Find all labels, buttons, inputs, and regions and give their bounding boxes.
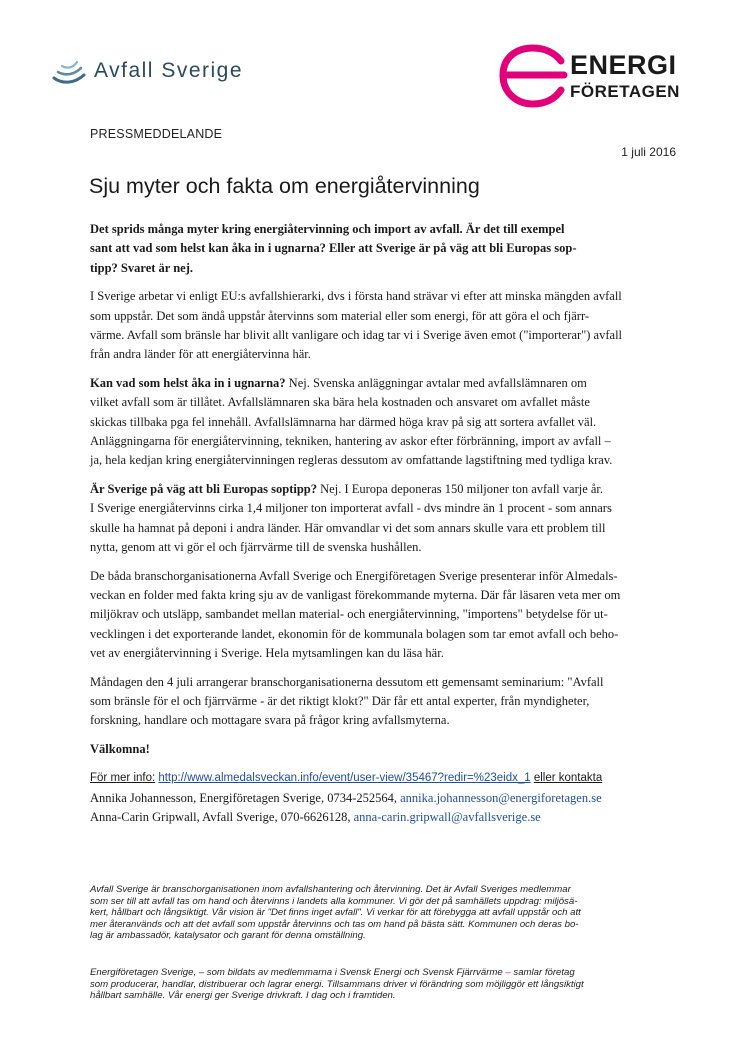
myth-question-2: Är Sverige på väg att bli Europas soptipp?: [90, 481, 318, 496]
email-link-2[interactable]: anna-carin.gripwall@avfallsverige.se: [353, 809, 541, 824]
avfall-sverige-logo-text: Avfall Sverige: [94, 59, 244, 82]
contact-person-1: Annika Johannesson, Energiföretagen Sverige, 0734-252564,: [90, 790, 397, 805]
paragraph-3: Är Sverige på väg att bli Europas soptipp? Nej. I Europa deponeras 150 miljoner ton avfall varje år. I Sverige energiåtervinns cirka 1,4 miljoner ton importerat avfall - dvs mindre än 1 procent - som annars skulle ha hamnat på deponi i andra länder. Här omvandlar vi det som annars skulle vara ett problem till nytta, genom att vi gör el och fjärrvärme till de svenska hushållen.: [90, 481, 612, 555]
waves-icon: [52, 58, 86, 84]
document-date: 1 juli 2016: [621, 145, 676, 159]
contact-intro: För mer info:: [90, 772, 156, 785]
page-title: Sju myter och fakta om energiåtervinning: [89, 174, 480, 198]
logo-line-1: ENERGI: [570, 50, 677, 80]
welcome-text: Välkomna!: [90, 741, 150, 756]
footer-energiforetagen: Energiföretagen Sverige, – som bildats av medlemmarna i Svensk Energi och Svensk Fjärrvärme – samlar företag som producerar, handlar, distribuerar och lagrar energi. Tillsammans driver vi förändring som möjliggör ett långsiktigt hållbart samhälle. Vår energi ger Sverige drivkraft. I dag och i framtiden.: [90, 967, 584, 1002]
contact-block: För mer info: http://www.almedalsveckan.info/event/user-view/35467?redir=%23eidx_1 eller kontakta Annika Johannesson, Energiföretagen Sverige, 0734-252564, annika.johannesson@energiforetagen.se Anna-Carin Gripwall, Avfall Sverige, 070-6626128, anna-carin.gripwall@avfallsverige.se: [90, 772, 603, 824]
avfall-sverige-logo: [52, 58, 243, 84]
paragraph-4: De båda branschorganisationerna Avfall Sverige och Energiföretagen Sverige presenterar inför Almedals- veckan en folder med fakta kring sju av de vanligast förekommande myterna. Där får läsaren veta mer om miljökrav och utsläpp, sambandet mellan material- och energiåtervinning, "importens" betydelse för ut- vecklingen i det exporterande landet, ekonomin för de kommunala bolagen som tar emot avfall och beho- vet av energiåtervinning i Sverige. Hela mytsamlingen kan du läsa här.: [90, 568, 621, 661]
myth-question-1: Kan vad som helst åka in i ugnarna?: [90, 375, 286, 390]
email-link-1[interactable]: annika.johannesson@energiforetagen.se: [400, 790, 602, 805]
energiforetagen-logo-text: [570, 52, 680, 100]
document-label: PRESSMEDDELANDE: [90, 127, 223, 141]
paragraph-5: Måndagen den 4 juli arrangerar branschorganisationerna dessutom ett gemensamt seminarium: "Avfall som bränsle för el och fjärrvärme - är det riktigt klokt?" Där får ett antal experter, från myndigheter, forskning, handlare och mottagare svara på frågor kring avfallsmyterna.: [90, 674, 604, 728]
lead-paragraph: Det sprids många myter kring energiåtervinning och import av avfall. Är det till exempel sant att vad som helst kan åka in i ugnarna? Eller att Sverige är på väg att bli Europas sop- tipp? Svaret är nej.: [90, 222, 577, 275]
event-link[interactable]: http://www.almedalsveckan.info/event/user-view/35467?redir=%23eidx_1: [158, 772, 531, 785]
article-body: [90, 220, 658, 836]
contact-person-2: Anna-Carin Gripwall, Avfall Sverige, 070-6626128,: [90, 809, 351, 824]
energiforetagen-e-icon: [495, 44, 569, 108]
logo-line-2: FÖRETAGEN: [570, 82, 680, 101]
footer-avfall-sverige: Avfall Sverige är branschorganisationen inom avfallshantering och återvinning. Det är Avfall Sveriges medlemmar som ser till att avfall tas om hand och återvinns i landets alla kommuner. Vi gör det på samhällets uppdrag: miljösä- kert, hållbart och långsiktigt. Vår vision är "Det finns inget avfall". Vi verkar för att förebygga att avfall uppstår och att mer återanvänds och att det avfall som uppstår återvinns och tas om hand på bästa sätt. Kommunen och deras bo- lag är ambassadör, katalysator och garant för denna omställning.: [90, 884, 581, 942]
paragraph-1: I Sverige arbetar vi enligt EU:s avfallshierarki, dvs i första hand strävar vi efter att minska mängden avfall som uppstår. Det som ändå uppstår återvinns som material eller som energi, för att göra el och fjärr- värme. Avfall som bränsle har blivit allt vanligare och idag tar vi i Sverige även emot ("importerar") avfall från andra länder för att energiåtervinna här.: [90, 289, 623, 362]
paragraph-2: Kan vad som helst åka in i ugnarna? Nej. Svenska anläggningar avtalar med avfallslämnaren om vilket avfall som är tillåtet. Avfallslämnaren ska bära hela kostnaden och ansvaret om avfallet måste skickas tillbaka pga fel innehåll. Avfallslämnarna har därmed höga krav på sig att sortera avfallet väl. Anläggningarna för energiåtervinning, tekniken, hantering av askor efter förbränning, import av avfall – ja, hela kedjan kring energiåtervinningen regleras dessutom av omfattande lagstiftning med tydliga krav.: [90, 375, 613, 468]
